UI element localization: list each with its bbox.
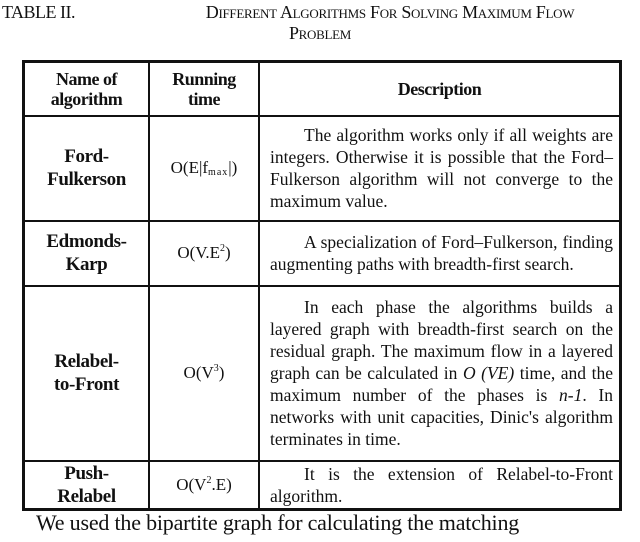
time-superscript: 2	[220, 243, 225, 254]
table-header-row	[24, 62, 621, 116]
description-text: time, and the maximum number of the phases is	[270, 363, 613, 405]
name-line-1: Relabel-	[54, 351, 119, 372]
time-base: O(E|f	[170, 158, 209, 177]
table-row	[24, 286, 621, 461]
table-title-line-1: Different Algorithms For Solving Maximum Flow	[205, 2, 575, 22]
time-base: O(V.E	[177, 243, 220, 262]
time-end: |)	[228, 158, 238, 177]
description	[259, 116, 621, 221]
header-time-line-2: time	[188, 88, 220, 109]
name-line-2: to-Front	[53, 374, 120, 395]
algorithm-name	[24, 286, 150, 461]
time-base: O(V	[183, 363, 214, 382]
name-line-2: Fulkerson	[47, 169, 126, 190]
table-title-line-2: Problem	[288, 23, 352, 43]
name-line-1: Edmonds-	[46, 231, 127, 252]
phases-italic: n-1	[559, 385, 583, 405]
time-end: )	[218, 363, 225, 382]
table-row	[24, 116, 621, 221]
description-text: In each phase the algorithms builds a layered graph with breadth-first search on the residual graph. The maximum flow in a layered graph can be calculated in	[270, 297, 613, 383]
running-time	[149, 116, 259, 221]
time-superscript: 2	[206, 474, 212, 486]
running-time	[149, 221, 259, 286]
table-title	[0, 2, 640, 44]
name-line-2: Karp	[65, 254, 108, 275]
description	[259, 286, 621, 461]
time-end: )	[225, 243, 231, 262]
header-running-time	[149, 62, 259, 116]
header-name	[24, 62, 150, 116]
description-text: It is the extension of Relabel-to-Front algorithm.	[270, 463, 613, 506]
header-name-line-2: algorithm	[50, 88, 123, 109]
body-paragraph: We used the bipartite graph for calculating the matching	[36, 510, 520, 535]
table-caption	[0, 0, 640, 48]
description-text: . In networks with unit capacities, Dinic's algorithm terminates in time.	[270, 385, 613, 449]
table-label: TABLE II.	[2, 2, 76, 22]
time-end: .E)	[211, 474, 232, 494]
running-time	[149, 286, 259, 461]
header-time-line-1: Running	[172, 68, 236, 89]
name-line-1: Push-	[64, 462, 109, 484]
description-text: A specialization of Ford–Fulkerson, finding augmenting paths with breadth-first search.	[270, 232, 613, 274]
time-base: O(V	[176, 474, 207, 494]
complexity-italic: O (VE)	[462, 363, 515, 383]
description	[259, 461, 621, 510]
max-flow-algorithms-table	[22, 60, 622, 511]
time-subscript: max	[208, 167, 229, 178]
table-row	[24, 461, 621, 510]
header-description: Description	[259, 62, 621, 116]
algorithm-name	[24, 221, 150, 286]
time-superscript: 3	[213, 363, 219, 374]
header-name-line-1: Name of	[56, 68, 117, 89]
name-line-2: Relabel	[57, 485, 116, 507]
table-row	[24, 221, 621, 286]
algorithm-name	[24, 461, 150, 510]
description-text: The algorithm works only if all weights are integers. Otherwise it is possible that the Ford–Fulkerson algorithm will not converge to the maximum value.	[270, 125, 613, 211]
name-line-1: Ford-	[64, 146, 109, 167]
running-time	[149, 461, 259, 510]
description	[259, 221, 621, 286]
algorithm-name	[24, 116, 150, 221]
